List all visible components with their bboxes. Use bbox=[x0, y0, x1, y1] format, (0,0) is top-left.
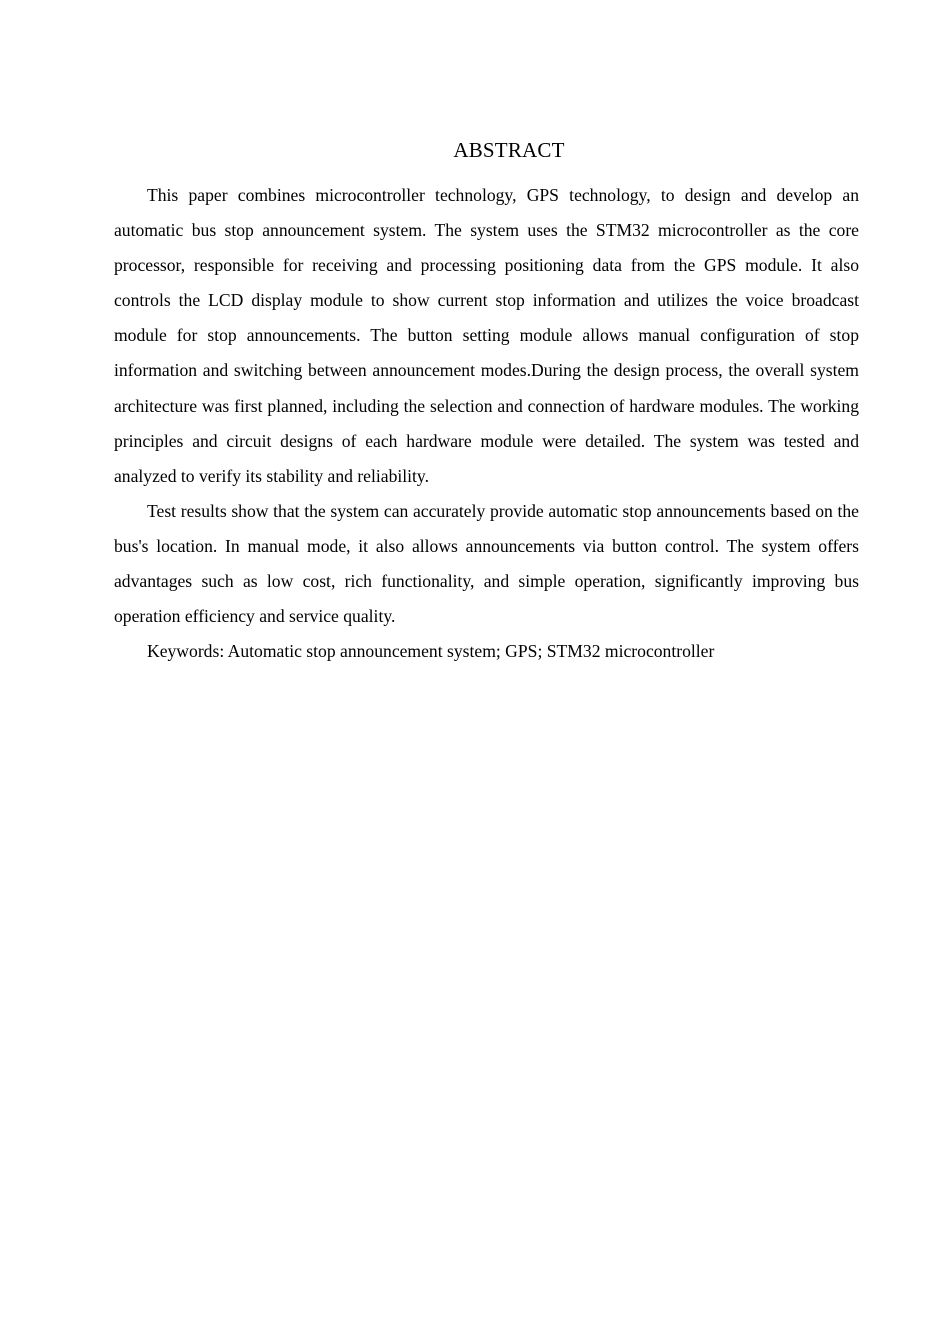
abstract-body bbox=[114, 178, 859, 669]
keywords-line: Keywords: Automatic stop announcement system; GPS; STM32 microcontroller bbox=[147, 641, 715, 662]
abstract-paragraph-2: Test results show that the system can accurately provide automatic stop announcements based on the bus's location. In manual mode, it also allows announcements via button control. The system offers advantages such as low cost, rich functionality, and simple operation, significantly improving bus operation efficiency and service quality. bbox=[114, 500, 859, 627]
abstract-paragraph-1: This paper combines microcontroller technology, GPS technology, to design and develop an automatic bus stop announcement system. The system uses the STM32 microcontroller as the core processor, responsible for receiving and processing positioning data from the GPS module. It also controls the LCD display module to show current stop information and utilizes the voice broadcast module for stop announcements. The button setting module allows manual configuration of stop information and switching between announcement modes.During the design process, the overall system architecture was first planned, including the selection and connection of hardware modules. The working principles and circuit designs of each hardware module were detailed. The system was tested and analyzed to verify its stability and reliability. bbox=[114, 185, 859, 486]
abstract-heading: ABSTRACT bbox=[453, 138, 565, 162]
